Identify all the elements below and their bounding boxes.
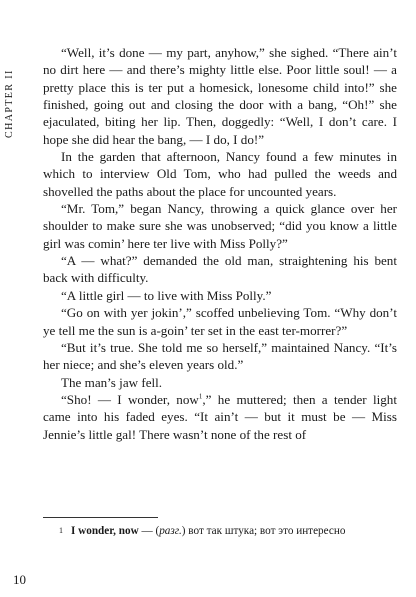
paragraph: “Go on with yer jokin’,” scoffed unbelieving Tom. “Why don’t ye tell me the sun is a-goin’ ter set in the east ter-morrer?” [43,305,397,338]
footnote-number: 1 [59,526,63,535]
paragraph-last [43,391,397,443]
footnote-translation: ) вот так штука; вот это интересно [181,525,346,537]
paragraph-text-before-ref: “Sho! — I wonder, now [61,391,199,407]
footnote-term: I wonder, now [71,525,139,537]
paragraph: “A little girl — to live with Miss Polly.” [61,287,272,303]
paragraph: The man’s jaw fell. [61,374,163,390]
paragraph: “But it’s true. She told me so herself,” maintained Nancy. “It’s her niece; and she’s eleven years old.” [43,339,397,373]
paragraph: “A — what?” demanded the old man, straightening his bent back with difficulty. [43,253,397,286]
footnote-divider [43,517,158,518]
paragraph: In the garden that afternoon, Nancy found a few minutes in which to interview Old Tom, who had pulled the weeds and shovelled the paths about the place for uncounted years. [43,149,397,199]
paragraph: “Well, it’s done — my part, anyhow,” she sighed. “There ain’t no dirt here — and there’s mighty little else. Poor little soul! — a pretty place this is ter put a homesick, lonesome child into!” she finished, going out and closing the door with a bang, “Oh!” she ejaculated, biting her lip. Then, doggedly: “Well, I don’t care. I hope she did hear the bang, — I do, I do!” [43,45,397,147]
paragraph-text-after-ref: ,” he muttered; then a tender light came into his faded eyes. “It ain’t — but it must be — Miss Jennie’s little gal! There wasn’t none of the rest of [43,391,397,442]
page-number: 10 [13,572,26,587]
footnote-dash: — ( [138,525,160,537]
footnote-reference: 1 [198,392,203,401]
chapter-running-header: CHAPTER II [4,69,15,139]
footnote [43,524,397,539]
paragraph: “Mr. Tom,” began Nancy, throwing a quick glance over her shoulder to make sure she was unobserved; “did you know a little girl was comin’ here ter live with Miss Polly?” [43,201,397,251]
body-text [43,44,397,443]
footnote-label: разг. [159,525,182,537]
